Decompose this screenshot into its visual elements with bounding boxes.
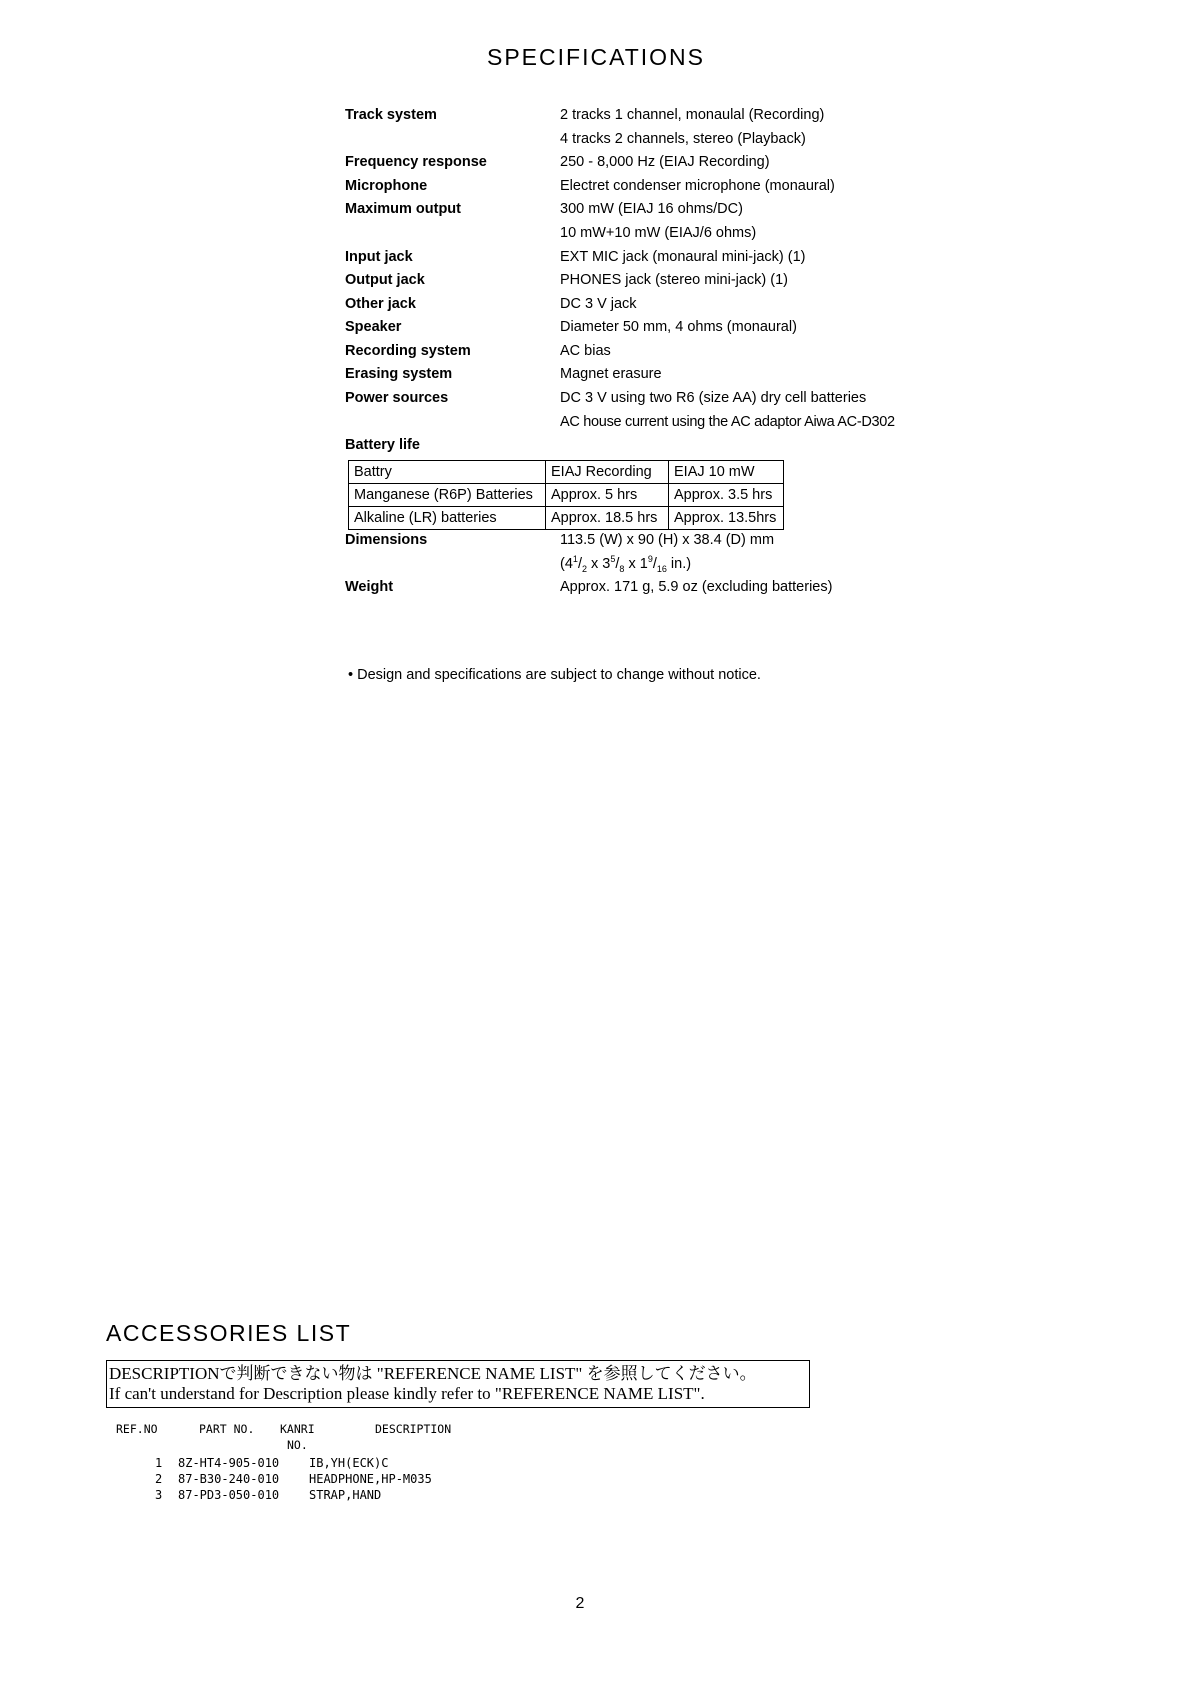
dimensions-imperial-value: ($4^1/_2$ x $3^5/_8$ x $1^9/_{16}$ in.) (560, 554, 692, 574)
battery-life-row (345, 437, 965, 459)
spec-value: Electret condenser microphone (monaural) (560, 178, 835, 194)
spec-row (345, 343, 965, 365)
page-title: SPECIFICATIONS (487, 44, 705, 70)
spec-label: Maximum output (345, 201, 461, 217)
ref-number: 1 (155, 1456, 163, 1470)
spec-value: AC house current using the AC adaptor Aiwa AC-D302 (560, 414, 895, 430)
spec-label: Other jack (345, 296, 416, 312)
column-header-part-no: PART NO. (199, 1422, 255, 1436)
page-number: 2 (575, 1595, 585, 1612)
spec-row-dimensions (345, 532, 965, 554)
accessories-title: ACCESSORIES LIST (106, 1320, 352, 1346)
spec-row (345, 107, 965, 129)
spec-value: 10 mW+10 mW (EIAJ/6 ohms) (560, 225, 757, 241)
table-row (349, 484, 784, 507)
part-description: IB,YH(ECK)C (309, 1456, 389, 1470)
part-description: HEADPHONE,HP-M035 (309, 1472, 432, 1486)
spec-row (345, 272, 965, 294)
spec-value: 113.5 (W) x 90 (H) x 38.4 (D) mm (560, 532, 775, 548)
spec-label: Speaker (345, 319, 402, 335)
table-cell: Approx. 3.5 hrs (669, 484, 784, 507)
battery-life-table (348, 460, 784, 530)
spec-value: 250 - 8,000 Hz (EIAJ Recording) (560, 154, 770, 170)
spec-label: Recording system (345, 343, 471, 359)
table-header-cell: Battry (349, 461, 546, 484)
table-cell: Alkaline (LR) batteries (349, 507, 546, 530)
ref-number: 3 (155, 1488, 163, 1502)
spec-row (345, 154, 965, 176)
table-header-row (349, 461, 784, 484)
part-number: 8Z-HT4-905-010 (178, 1456, 280, 1470)
spec-row (345, 414, 965, 436)
spec-row (345, 296, 965, 318)
spec-label: Track system (345, 107, 437, 123)
spec-row (345, 225, 965, 247)
battery-life-label: Battery life (345, 437, 420, 453)
spec-label: Frequency response (345, 154, 487, 170)
table-cell: Approx. 18.5 hrs (546, 507, 669, 530)
spec-label: Output jack (345, 272, 425, 288)
column-header-description: DESCRIPTION (375, 1422, 452, 1436)
spec-value: EXT MIC jack (monaural mini-jack) (1) (560, 249, 806, 265)
table-row (349, 507, 784, 530)
spec-row (345, 390, 965, 412)
spec-label: Input jack (345, 249, 413, 265)
spec-value: PHONES jack (stereo mini-jack) (1) (560, 272, 789, 288)
spec-value: AC bias (560, 343, 611, 359)
spec-row (345, 319, 965, 341)
spec-value: Magnet erasure (560, 366, 662, 382)
spec-row (345, 249, 965, 271)
table-cell: Approx. 5 hrs (546, 484, 669, 507)
spec-row-weight (345, 579, 965, 601)
ref-number: 2 (155, 1472, 163, 1486)
spec-value: Diameter 50 mm, 4 ohms (monaural) (560, 319, 797, 335)
spec-value: Approx. 171 g, 5.9 oz (excluding batteries) (560, 579, 833, 595)
table-header-cell: EIAJ Recording (546, 461, 669, 484)
table-cell: Approx. 13.5hrs (669, 507, 784, 530)
spec-row (345, 201, 965, 223)
spec-row-dimensions-imperial (345, 556, 965, 578)
spec-value: 4 tracks 2 channels, stereo (Playback) (560, 131, 806, 147)
reference-notice-english: If can't understand for Description please kindly refer to "REFERENCE NAME LIST". (109, 1384, 705, 1403)
part-number: 87-PD3-050-010 (178, 1488, 280, 1502)
spec-label: Dimensions (345, 532, 428, 548)
spec-value: DC 3 V jack (560, 296, 637, 312)
spec-value: 2 tracks 1 channel, monaulal (Recording) (560, 107, 825, 123)
spec-label: Power sources (345, 390, 449, 406)
spec-row (345, 131, 965, 153)
spec-row (345, 366, 965, 388)
spec-value: DC 3 V using two R6 (size AA) dry cell batteries (560, 390, 867, 406)
spec-label: Erasing system (345, 366, 453, 382)
reference-notice-box (106, 1360, 810, 1408)
spec-label: Weight (345, 579, 394, 595)
column-header-ref-no: REF.NO (116, 1422, 158, 1436)
column-header-kanri: KANRI (280, 1422, 315, 1436)
column-header-kanri-no: NO. (287, 1438, 308, 1452)
spec-value: 300 mW (EIAJ 16 ohms/DC) (560, 201, 743, 217)
spec-row (345, 178, 965, 200)
part-description: STRAP,HAND (309, 1488, 382, 1502)
disclaimer-note: • Design and specifications are subject to change without notice. (348, 667, 761, 683)
table-header-cell: EIAJ 10 mW (669, 461, 784, 484)
table-cell: Manganese (R6P) Batteries (349, 484, 546, 507)
part-number: 87-B30-240-010 (178, 1472, 280, 1486)
spec-label: Microphone (345, 178, 428, 194)
reference-notice-japanese: DESCRIPTIONで判断できない物は "REFERENCE NAME LIST" を参照してください。 (109, 1364, 757, 1383)
